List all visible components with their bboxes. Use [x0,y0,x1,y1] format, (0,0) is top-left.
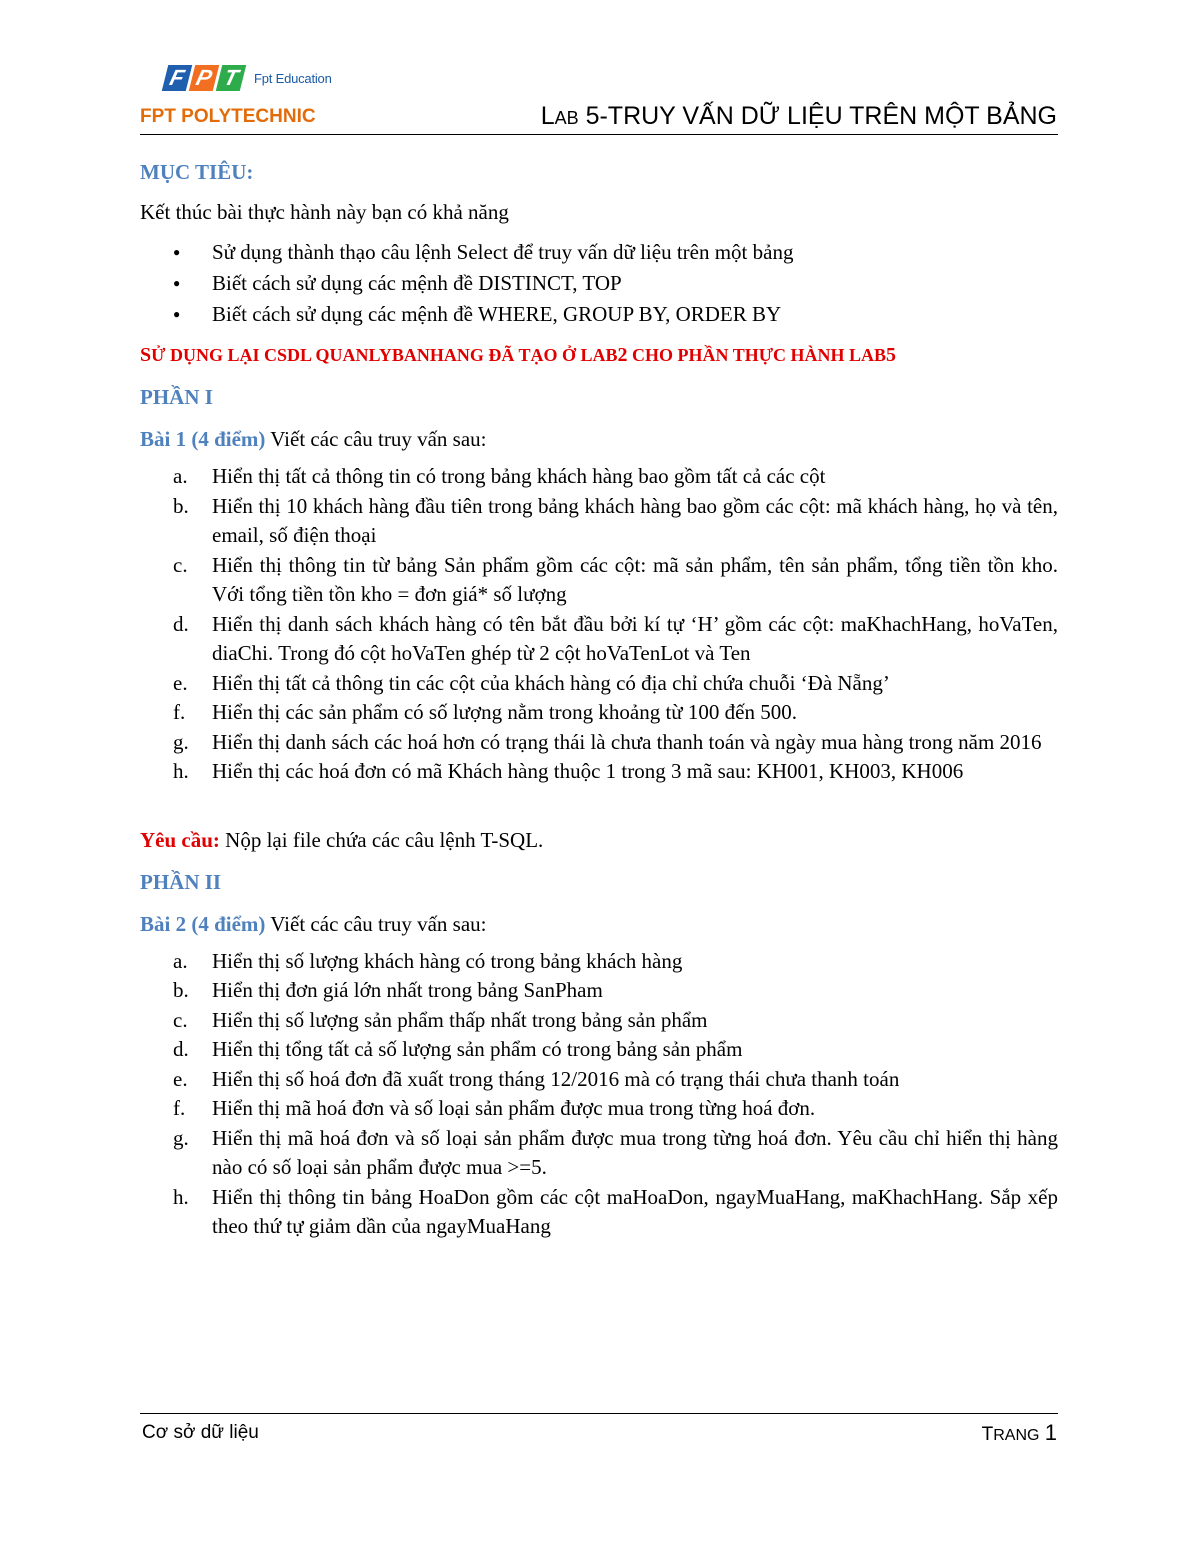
document-body [140,150,1058,1242]
item-text: Hiển thị các hoá đơn có mã Khách hàng thuộc 1 trong 3 mã sau: KH001, KH003, KH006 [212,759,964,783]
goal-item: ● Biết cách sử dụng các mệnh đề WHERE, GROUP BY, ORDER BY [140,299,1058,330]
note-num-2: 5 [886,344,897,366]
list-item [140,1065,1058,1095]
item-marker: b. [173,493,189,518]
item-marker: b. [173,978,189,1002]
list-item [140,698,1058,728]
list-item [140,610,1058,669]
list-item [140,976,1058,1006]
item-text: Hiển thị danh sách khách hàng có tên bắt đầu bởi kí tự ‘H’ gồm các cột: maKhachHang, hoVaTen, diaChi. Trong đó cột hoVaTen ghép từ 2 cột hoVaTenLot và Ten [212,611,1058,665]
lab-prefix-first: L [540,102,555,130]
list-item [140,492,1058,551]
item-marker: h. [173,1184,189,1209]
note-num: 2 [617,344,628,366]
list-item [140,728,1058,758]
item-marker: c. [173,1007,188,1032]
part1-exercise [140,424,1058,454]
item-text: Hiển thị 10 khách hàng đầu tiên trong bảng khách hàng bao gồm các cột: mã khách hàng, họ và tên, email, số điện thoại [212,493,1058,547]
list-item [140,947,1058,977]
item-marker: e. [173,1066,188,1091]
list-item [140,551,1058,610]
part2-title: PHẦN II [140,869,222,894]
item-text: Hiển thị thông tin từ bảng Sản phẩm gồm các cột: mã sản phẩm, tên sản phẩm, tổng tiền tồn kho. Với tổng tiền tồn kho = đơn giá* số lượng [212,552,1058,606]
database-note [140,340,1058,370]
list-item [140,1124,1058,1183]
item-text: Hiển thị mã hoá đơn và số loại sản phẩm được mua trong từng hoá đơn. [212,1096,816,1120]
exercise2-label: Bài 2 (4 điểm) [140,911,266,936]
list-item [140,1094,1058,1124]
note-text-2: CHO PHẦN THỰC HÀNH LAB [627,345,887,365]
lab-title-rest: 5-TRUY VẤN DỮ LIỆU TRÊN MỘT BẢNG [585,102,1057,130]
item-marker: d. [173,611,189,636]
footer-course-name: Cơ sở dữ liệu [142,1422,259,1443]
list-item [140,462,1058,492]
footer-page [982,1420,1057,1446]
list-item [140,1006,1058,1036]
item-text: Hiển thị mã hoá đơn và số loại sản phẩm được mua trong từng hoá đơn. Yêu cầu chỉ hiển thị hàng nào có số loại sản phẩm được mua >=5. [212,1125,1058,1179]
exercise2-text: Viết các câu truy vấn sau: [265,911,487,936]
goal-item: ● Sử dụng thành thạo câu lệnh Select để truy vấn dữ liệu trên một bảng [140,237,1058,268]
exercise1-label: Bài 1 (4 điểm) [140,427,266,451]
item-text: Hiển thị tổng tất cả số lượng sản phẩm có trong bảng sản phẩm [212,1037,743,1061]
logo-letter-p: P [189,65,219,91]
item-marker: f. [173,700,186,724]
item-marker: d. [173,1037,189,1061]
part2-exercise [140,909,1058,939]
item-text: Hiển thị tất cả thông tin có trong bảng khách hàng bao gồm tất cả các cột [212,464,826,488]
item-text: Hiển thị danh sách các hoá hơn có trạng thái là chưa thanh toán và ngày mua hàng trong năm 2016 [212,729,1042,754]
exercise1-text: Viết các câu truy vấn sau: [265,427,487,451]
item-marker: f. [173,1096,186,1120]
item-text: Hiển thị các sản phẩm có số lượng nằm trong khoảng từ 100 đến 500. [212,700,798,724]
logo-letter-t: T [216,65,246,91]
fpt-education-logo [165,58,332,98]
item-marker: c. [173,552,188,577]
goal-item: ● Biết cách sử dụng các mệnh đề DISTINCT, TOP [140,268,1058,299]
goals-intro: Kết thúc bài thực hành này bạn có khả năng [140,200,509,224]
requirement-label: Yêu cầu: [140,827,220,852]
logo-text: Fpt Education [254,70,332,86]
part2-list [140,947,1058,1242]
note-text: Ử DỤNG LẠI CSDL QUANLYBANHANG ĐÃ TẠO Ở LAB [151,345,618,365]
logo-letter-f: F [162,65,192,91]
item-text: Hiển thị số lượng khách hàng có trong bảng khách hàng [212,948,683,973]
item-text: Hiển thị đơn giá lớn nhất trong bảng SanPham [212,978,603,1002]
item-text: Hiển thị số lượng sản phẩm thấp nhất trong bảng sản phẩm [212,1007,708,1032]
item-marker: e. [173,670,188,695]
item-marker: g. [173,729,189,754]
item-marker: g. [173,1125,189,1150]
footer-page-label-rest: RANG [993,1427,1040,1444]
item-marker: a. [173,948,188,973]
lab-title [541,102,1057,131]
list-item [140,1183,1058,1242]
list-item [140,1035,1058,1065]
item-text: Hiển thị tất cả thông tin các cột của khách hàng có địa chỉ chứa chuỗi ‘Đà Nẵng’ [212,670,890,695]
requirement-text: Nộp lại file chứa các câu lệnh T-SQL. [219,827,544,852]
brand-name: FPT POLYTECHNIC [140,106,316,127]
note-first-letter: S [140,344,152,366]
item-marker: h. [173,759,189,783]
list-item [140,757,1058,787]
goals-list [140,237,1058,330]
goals-title: MỤC TIÊU: [140,160,254,184]
part1-list [140,462,1058,787]
footer-divider [140,1413,1058,1414]
item-marker: a. [173,464,188,488]
item-text: Hiển thị số hoá đơn đã xuất trong tháng 12/2016 mà có trạng thái chưa thanh toán [212,1066,900,1091]
part1-title: PHẦN I [140,385,213,409]
lab-prefix-rest: AB [554,108,579,128]
item-text: Hiển thị thông tin bảng HoaDon gồm các cột maHoaDon, ngayMuaHang, maKhachHang. Sắp xếp theo thứ tự giảm dần của ngayMuaHang [212,1184,1058,1238]
footer-page-label-first: T [981,1424,994,1445]
footer-page-number: 1 [1044,1420,1057,1445]
header-divider [140,134,1058,135]
requirement [140,825,1058,855]
list-item [140,669,1058,699]
